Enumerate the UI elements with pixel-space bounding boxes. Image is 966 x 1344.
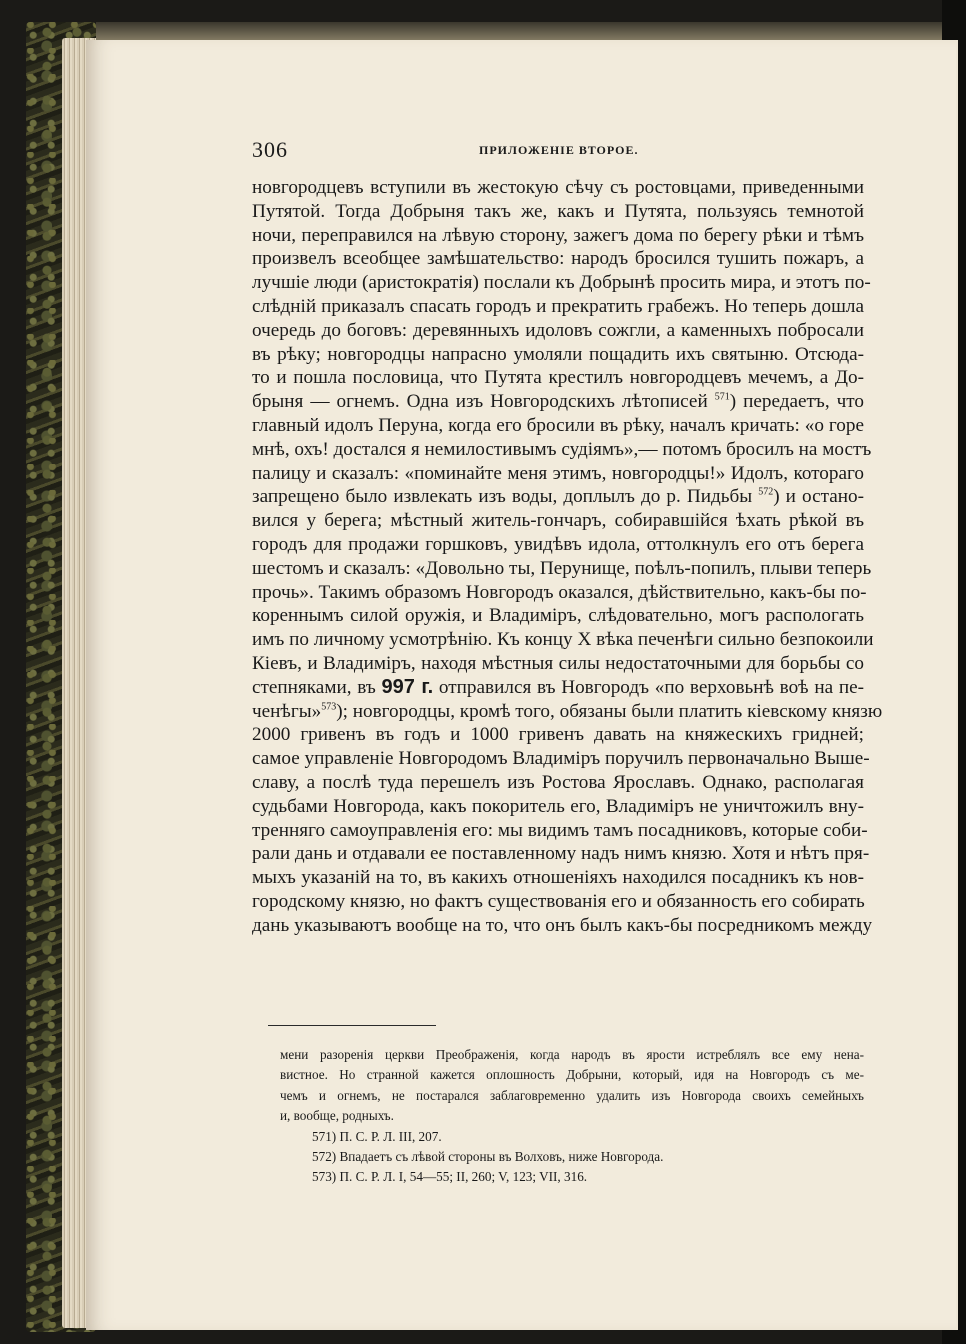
text-line <box>252 390 864 414</box>
text-line: палицу и сказалъ: «поминайте меня этимъ, новгородцы!» Идолъ, котораго <box>252 462 864 484</box>
footnote-rule <box>268 1025 436 1026</box>
text-line: новгородцевъ вступили въ жестокую сѣчу съ ростовцами, приведенными <box>252 177 864 198</box>
text-line: мнѣ, охъ! достался я немилостивымъ судiямъ»,— потомъ бросилъ на мостъ <box>252 438 872 460</box>
body-text <box>252 176 883 938</box>
text-fragment: ); новгородцы, кромѣ того, обязаны были платить кіевскому князю <box>336 700 883 722</box>
text-line: вился у берега; мѣстный житель-гончаръ, собиравшійся ѣхать рѣкой въ <box>252 510 864 532</box>
text-line: городскому князю, но фактъ существованія его и обязанность его собирать <box>252 890 865 912</box>
footnote-ref-573: 573 <box>321 701 337 713</box>
text-fragment: степняками, въ <box>252 676 382 698</box>
text-line: Путятой. Тогда Добрыня такъ же, какъ и Путята, пользуясь темнотой <box>252 200 864 222</box>
text-line: 2000 гривенъ въ годъ и 1000 гривенъ давать на княжескихъ гридней; <box>252 724 864 746</box>
text-line: кореннымъ силой оружія, и Владиміръ, слѣдовательно, могъ распологать <box>252 605 864 627</box>
footnote-continued-line: и, вообще, родныхъ. <box>280 1108 394 1124</box>
footnote-continued-line: мени разоренія церкви Преображенія, когда народъ въ ярости истреблялъ все ему нена- <box>280 1047 864 1062</box>
text-line: то и пошла пословица, что Путята крестилъ новгородцевъ мечемъ, а До- <box>252 367 864 389</box>
page-header <box>252 137 862 161</box>
text-fragment: ) передаетъ, что <box>729 391 864 413</box>
page-number: 306 <box>252 137 288 162</box>
top-edge <box>96 22 946 42</box>
text-line: очередь до боговъ: деревянныхъ идоловъ сожгли, а каменныхъ побросали <box>252 319 864 341</box>
text-line: въ рѣку; новгородцы напрасно умоляли пощадить ихъ святыню. Отсюда- <box>252 343 864 365</box>
text-line: шестомъ и сказалъ: «Довольно ты, Перунище, поѣлъ-попилъ, плыви теперь <box>252 557 872 579</box>
running-head: ПРИЛОЖЕНIЕ ВТОРОЕ. <box>479 143 639 157</box>
text-line: ночи, переправился на лѣвую сторону, зажегъ дома по берегу рѣки и тѣмъ <box>252 224 864 246</box>
text-line: имъ по личному усмотрѣнію. Къ концу X вѣка печенѣги сильно безпокоили <box>252 629 874 651</box>
text-fragment: запрещено было извлекать изъ воды, доплылъ до р. Пидьбы <box>252 486 759 508</box>
footnote-ref-571: 571 <box>714 391 730 403</box>
text-line: слѣднiй приказалъ спасать городъ и прекратить грабежъ. Но теперь дошла <box>252 295 864 317</box>
footnotes <box>280 1045 864 1188</box>
text-line: главный идолъ Перуна, когда его бросили въ рѣку, началъ кричать: «о горе <box>252 414 864 436</box>
text-line: судьбами Новгорода, какъ покоритель его, Владиміръ не уничтожилъ вну- <box>252 795 864 817</box>
year-bold: 997 г. <box>381 675 434 698</box>
text-line: городъ для продажи горшковъ, увидѣвъ идола, оттолкнулъ его отъ берега <box>252 533 864 555</box>
text-fragment: ) и остано- <box>773 486 864 508</box>
text-line: прочь». Такимъ образомъ Новгородъ оказался, дѣйствительно, какъ-бы по- <box>252 581 867 603</box>
text-fragment: ченѣгы» <box>252 700 322 722</box>
text-line: самое управленіе Новгородомъ Владиміръ поручилъ первоначально Выше- <box>252 748 870 770</box>
footnote-continued-line: чемъ и огнемъ, не постарался заблаговременно удалить изъ Новгорода своихъ семейныхъ <box>280 1087 864 1103</box>
text-line: дань указываютъ вообще на то, что онъ былъ какъ-бы посредникомъ между <box>252 914 873 936</box>
text-line <box>252 700 883 724</box>
text-line <box>252 485 864 509</box>
text-line: Кіевъ, и Владиміръ, находя мѣстныя силы недостаточными для борьбы со <box>252 652 864 674</box>
text-line: тренняго самоуправленія его: мы видимъ тамъ посадниковъ, которые соби- <box>252 819 868 841</box>
text-line <box>252 676 864 700</box>
text-fragment: брыня — огнемъ. Одна изъ Новгородскихъ лѣтописей <box>252 391 715 413</box>
footnote-572: 572) Впадаетъ съ лѣвой стороны въ Волховъ, ниже Новгорода. <box>312 1149 664 1165</box>
text-line: мыхъ указаній на то, въ какихъ отношеніяхъ находился посадникъ къ нов- <box>252 867 864 889</box>
text-line: лучшіе люди (аристократія) послали къ Добрынѣ просить мира, и этотъ по- <box>252 272 871 294</box>
footnote-571: 571) П. С. Р. Л. III, 207. <box>312 1128 442 1144</box>
footnote-continued-line: вистное. Но странной кажется оплошность Добрыни, который, идя на Новгородъ съ ме- <box>280 1067 864 1083</box>
text-line: рали дань и отдавали ее поставленному надъ нимъ князю. Хотя и нѣтъ пря- <box>252 843 870 865</box>
footnote-ref-572: 572 <box>758 486 774 498</box>
footnote-573: 573) П. С. Р. Л. I, 54—55; II, 260; V, 123; VII, 316. <box>312 1169 588 1185</box>
text-line: произвелъ всеобщее замѣшательство: народъ бросился тушить пожаръ, а <box>252 248 864 270</box>
text-line: славу, а послѣ туда перешелъ изъ Ростова Ярославъ. Однако, располагая <box>252 771 864 793</box>
text-fragment: отправился въ Новгородъ «по верховьнѣ воѣ на пе- <box>433 676 864 698</box>
